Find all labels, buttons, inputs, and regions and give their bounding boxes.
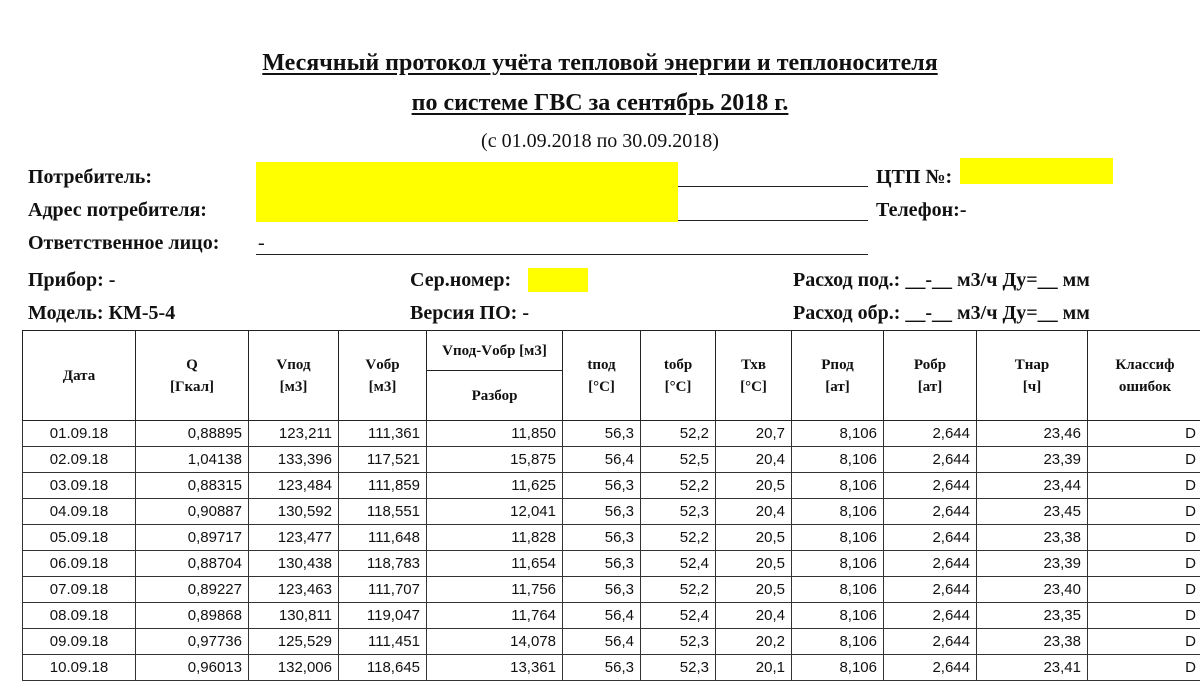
header-q: Q [Гкал] [136,331,249,421]
header-tcw: Тхв [°C] [716,331,792,421]
header-tnar: Тнар [ч] [977,331,1088,421]
cell-tnar: 23,35 [977,603,1088,629]
phone-label: Телефон:- [876,199,967,221]
cell-psup: 8,106 [792,421,884,447]
consumer-label: Потребитель: [28,166,153,188]
cell-psup: 8,106 [792,447,884,473]
cell-q: 1,04138 [136,447,249,473]
cell-tnar: 23,46 [977,421,1088,447]
cell-tnar: 23,44 [977,473,1088,499]
cell-vret: 117,521 [339,447,427,473]
header-date: Дата [23,331,136,421]
model-label: Модель: КМ-5-4 [28,302,176,324]
cell-tcw: 20,5 [716,577,792,603]
cell-vsup: 132,006 [249,655,339,681]
table-row [23,525,1200,551]
responsible-value: - [258,232,265,254]
cell-date: 03.09.18 [23,473,136,499]
header-vdiff-sub: Разбор [427,371,563,421]
cell-pret: 2,644 [884,499,977,525]
cell-errclass: D [1088,473,1200,499]
cell-psup: 8,106 [792,603,884,629]
cell-vret: 118,783 [339,551,427,577]
cell-psup: 8,106 [792,655,884,681]
cell-tsup: 56,3 [563,551,641,577]
cell-tsup: 56,3 [563,499,641,525]
cell-tcw: 20,4 [716,447,792,473]
cell-tcw: 20,5 [716,551,792,577]
cell-q: 0,88704 [136,551,249,577]
software-version-label: Версия ПО: - [410,302,529,324]
cell-tsup: 56,4 [563,603,641,629]
responsible-label: Ответственное лицо: [28,232,220,254]
cell-vsup: 123,463 [249,577,339,603]
cell-tret: 52,3 [641,499,716,525]
cell-tret: 52,4 [641,603,716,629]
cell-vret: 111,361 [339,421,427,447]
cell-date: 06.09.18 [23,551,136,577]
cell-date: 05.09.18 [23,525,136,551]
cell-tcw: 20,4 [716,603,792,629]
cell-psup: 8,106 [792,525,884,551]
table-row [23,577,1200,603]
cell-tret: 52,5 [641,447,716,473]
cell-tret: 52,2 [641,525,716,551]
cell-tsup: 56,3 [563,421,641,447]
cell-tsup: 56,4 [563,447,641,473]
cell-q: 0,97736 [136,629,249,655]
cell-pret: 2,644 [884,603,977,629]
report-period: (с 01.09.2018 по 30.09.2018) [481,130,719,152]
cell-pret: 2,644 [884,655,977,681]
cell-errclass: D [1088,421,1200,447]
cell-vsup: 125,529 [249,629,339,655]
cell-errclass: D [1088,525,1200,551]
cell-tsup: 56,3 [563,473,641,499]
cell-q: 0,89227 [136,577,249,603]
cell-tsup: 56,4 [563,629,641,655]
cell-vdiff: 11,756 [427,577,563,603]
document-title-line2: по системе ГВС за сентябрь 2018 г. [411,90,789,116]
cell-vdiff: 14,078 [427,629,563,655]
cell-pret: 2,644 [884,551,977,577]
cell-date: 01.09.18 [23,421,136,447]
ctp-label: ЦТП №: [876,166,953,188]
cell-errclass: D [1088,655,1200,681]
header-pret: Робр [ат] [884,331,977,421]
device-label: Прибор: - [28,269,116,291]
address-underline [678,220,868,221]
cell-tcw: 20,1 [716,655,792,681]
cell-tsup: 56,3 [563,577,641,603]
header-error-class: Классиф ошибок [1088,331,1200,421]
flow-return: Расход обр.: __-__ м3/ч Ду=__ мм [793,302,1090,324]
cell-errclass: D [1088,551,1200,577]
cell-tret: 52,3 [641,655,716,681]
table-row [23,603,1200,629]
cell-vret: 119,047 [339,603,427,629]
header-vret: Vобр [м3] [339,331,427,421]
cell-q: 0,88895 [136,421,249,447]
cell-vdiff: 15,875 [427,447,563,473]
responsible-underline [256,254,868,255]
cell-vdiff: 11,850 [427,421,563,447]
cell-tret: 52,2 [641,421,716,447]
cell-vdiff: 11,654 [427,551,563,577]
cell-tcw: 20,5 [716,525,792,551]
cell-vdiff: 11,764 [427,603,563,629]
cell-vret: 111,648 [339,525,427,551]
cell-psup: 8,106 [792,577,884,603]
cell-errclass: D [1088,447,1200,473]
table-row [23,499,1200,525]
cell-date: 04.09.18 [23,499,136,525]
address-redaction [256,192,678,222]
cell-tret: 52,3 [641,629,716,655]
cell-vsup: 123,477 [249,525,339,551]
cell-vdiff: 13,361 [427,655,563,681]
cell-vsup: 130,592 [249,499,339,525]
cell-tnar: 23,38 [977,629,1088,655]
cell-psup: 8,106 [792,499,884,525]
table-row [23,629,1200,655]
cell-pret: 2,644 [884,447,977,473]
cell-errclass: D [1088,499,1200,525]
serial-label: Сер.номер: [410,269,512,291]
header-tret: tобр [°C] [641,331,716,421]
cell-errclass: D [1088,603,1200,629]
cell-q: 0,96013 [136,655,249,681]
heat-metering-table [22,330,1200,681]
cell-psup: 8,106 [792,629,884,655]
cell-vret: 118,645 [339,655,427,681]
cell-vsup: 130,438 [249,551,339,577]
cell-vdiff: 11,625 [427,473,563,499]
cell-vsup: 133,396 [249,447,339,473]
cell-tsup: 56,3 [563,655,641,681]
cell-psup: 8,106 [792,473,884,499]
address-label: Адрес потребителя: [28,199,207,221]
cell-errclass: D [1088,629,1200,655]
cell-pret: 2,644 [884,525,977,551]
cell-tnar: 23,39 [977,551,1088,577]
cell-date: 09.09.18 [23,629,136,655]
cell-q: 0,88315 [136,473,249,499]
cell-tnar: 23,45 [977,499,1088,525]
cell-tret: 52,2 [641,577,716,603]
table-row [23,421,1200,447]
cell-tnar: 23,40 [977,577,1088,603]
cell-vsup: 123,484 [249,473,339,499]
table-row [23,473,1200,499]
serial-redaction [528,268,588,292]
cell-errclass: D [1088,577,1200,603]
cell-pret: 2,644 [884,629,977,655]
cell-tnar: 23,39 [977,447,1088,473]
consumer-underline [678,186,868,187]
header-psup: Рпод [ат] [792,331,884,421]
cell-tnar: 23,38 [977,525,1088,551]
header-tsup: tпод [°C] [563,331,641,421]
cell-vdiff: 11,828 [427,525,563,551]
cell-pret: 2,644 [884,577,977,603]
consumer-redaction [256,162,678,192]
cell-vdiff: 12,041 [427,499,563,525]
cell-vret: 118,551 [339,499,427,525]
cell-vsup: 130,811 [249,603,339,629]
cell-date: 02.09.18 [23,447,136,473]
document-title-line1: Месячный протокол учёта тепловой энергии и теплоносителя [262,50,938,76]
cell-q: 0,89868 [136,603,249,629]
cell-q: 0,89717 [136,525,249,551]
header-vsup: Vпод [м3] [249,331,339,421]
table-row [23,655,1200,681]
header-vdiff: Vпод-Vобр [м3] [427,331,563,371]
cell-psup: 8,106 [792,551,884,577]
cell-date: 08.09.18 [23,603,136,629]
cell-tcw: 20,5 [716,473,792,499]
cell-vret: 111,707 [339,577,427,603]
cell-tnar: 23,41 [977,655,1088,681]
cell-date: 10.09.18 [23,655,136,681]
cell-vret: 111,859 [339,473,427,499]
cell-tcw: 20,4 [716,499,792,525]
cell-tret: 52,4 [641,551,716,577]
cell-q: 0,90887 [136,499,249,525]
flow-supply: Расход под.: __-__ м3/ч Ду=__ мм [793,269,1090,291]
table-row [23,551,1200,577]
cell-tcw: 20,7 [716,421,792,447]
cell-vret: 111,451 [339,629,427,655]
cell-date: 07.09.18 [23,577,136,603]
cell-tsup: 56,3 [563,525,641,551]
cell-pret: 2,644 [884,473,977,499]
cell-tcw: 20,2 [716,629,792,655]
cell-tret: 52,2 [641,473,716,499]
cell-pret: 2,644 [884,421,977,447]
ctp-redaction [960,158,1113,184]
table-row [23,447,1200,473]
cell-vsup: 123,211 [249,421,339,447]
